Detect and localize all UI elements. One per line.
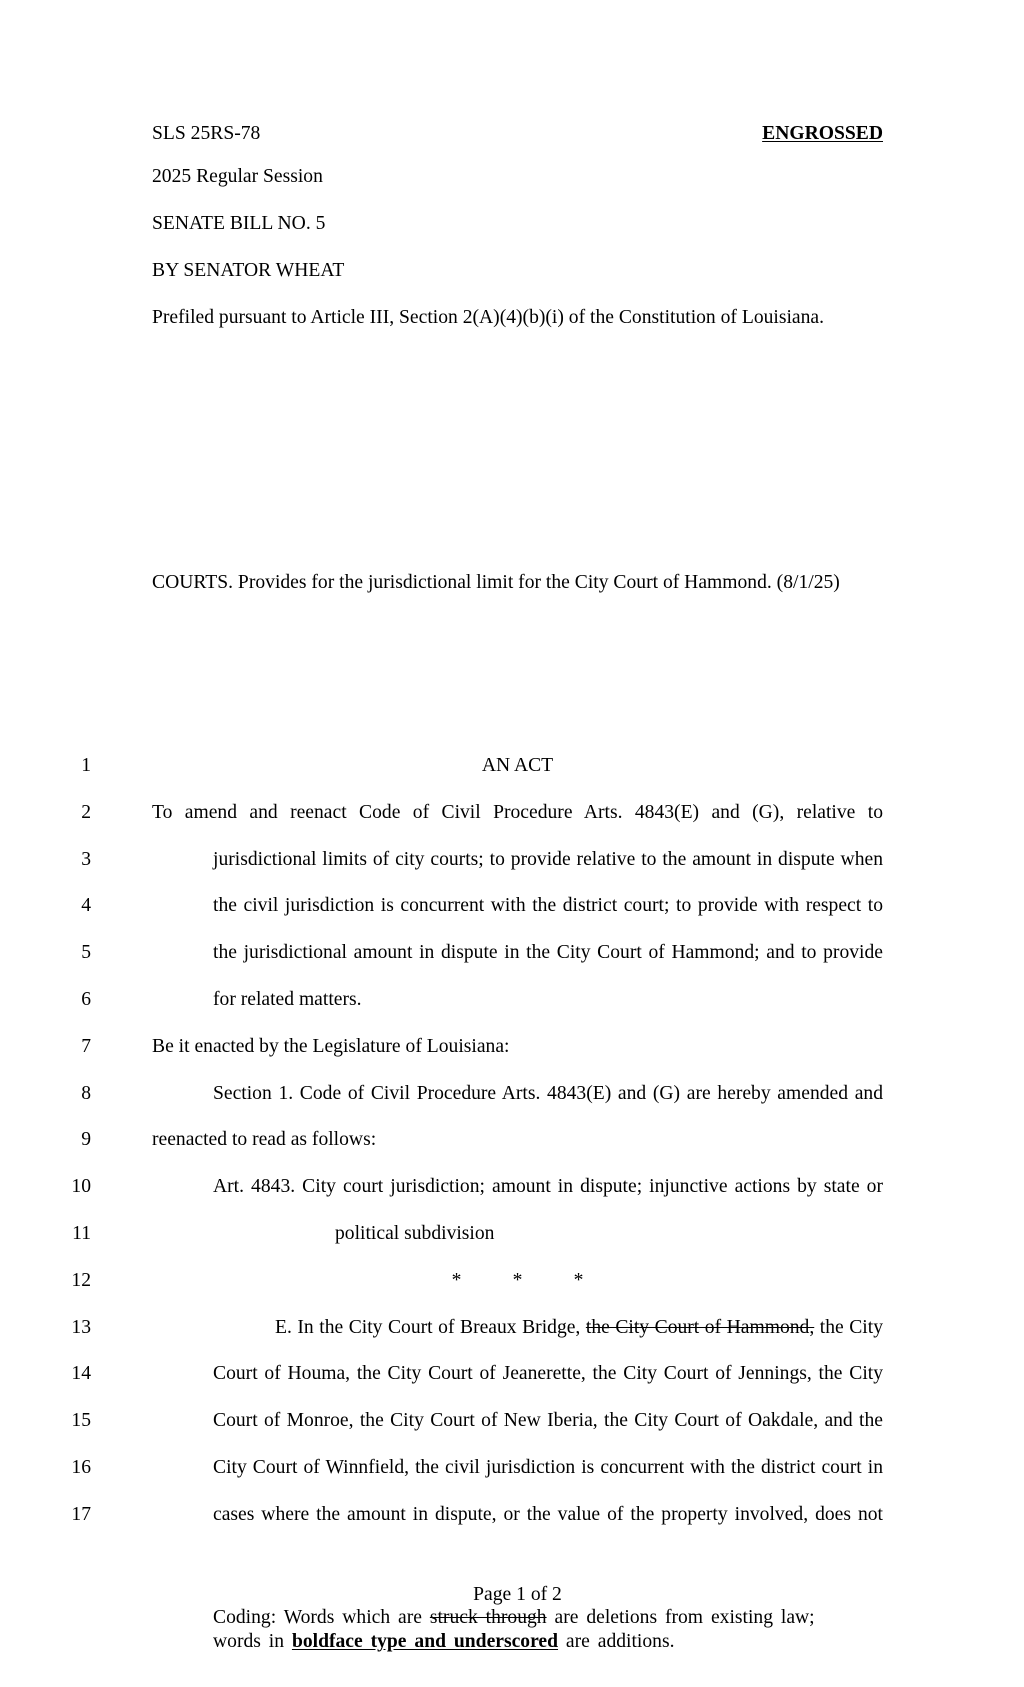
line-number: 6 <box>81 988 91 1010</box>
act-line <box>0 1316 1024 1363</box>
paragraph-e <box>275 1316 883 1340</box>
line-number: 14 <box>71 1363 91 1385</box>
act-line <box>0 848 1024 895</box>
legend-text: are additions. <box>558 1631 675 1652</box>
line-number: 17 <box>71 1503 91 1525</box>
line-number: 1 <box>81 755 91 776</box>
line-number: 9 <box>81 1129 91 1151</box>
act-line <box>0 1035 1024 1082</box>
act-line <box>0 1269 1024 1316</box>
deleted-text: the City Court of Hammond, <box>585 1316 815 1338</box>
act-line <box>0 1128 1024 1175</box>
article-heading: political subdivision <box>335 1222 495 1244</box>
act-line <box>0 754 1024 801</box>
engrossed-status: ENGROSSED <box>762 123 883 144</box>
star-mark: * <box>573 1269 584 1291</box>
line-number: 16 <box>71 1456 91 1478</box>
bill-author: BY SENATOR WHEAT <box>152 260 345 281</box>
paragraph-text: cases where the amount in dispute, or the value of the property involved, does not <box>213 1503 883 1525</box>
line-number: 11 <box>72 1222 91 1244</box>
legend-text: words in <box>213 1631 292 1652</box>
line-number: 10 <box>71 1176 91 1198</box>
line-number: 2 <box>81 801 91 823</box>
coding-legend-additions <box>213 1630 675 1654</box>
legend-text: Coding: Words which are <box>213 1607 430 1628</box>
prefiled-note: Prefiled pursuant to Article III, Section 2(A)(4)(b)(i) of the Constitution of Louisiana. <box>152 307 825 328</box>
act-body <box>0 754 1024 1550</box>
line-number: 3 <box>81 848 91 870</box>
act-line <box>0 1409 1024 1456</box>
paragraph-text: Court of Monroe, the City Court of New Iberia, the City Court of Oakdale, and the <box>213 1410 883 1432</box>
paragraph-text: Court of Houma, the City Court of Jeanerette, the City Court of Jennings, the City <box>213 1363 883 1385</box>
line-number: 15 <box>71 1410 91 1432</box>
act-line <box>0 988 1024 1035</box>
act-line <box>0 1082 1024 1129</box>
title-text: jurisdictional limits of city courts; to provide relative to the amount in dispute when <box>213 848 883 870</box>
section-text: Section 1. Code of Civil Procedure Arts. 4843(E) and (G) are hereby amended and <box>213 1082 883 1104</box>
coding-legend-deletions <box>213 1606 815 1630</box>
page-number: Page 1 of 2 <box>473 1584 562 1605</box>
line-number: 12 <box>71 1269 91 1291</box>
act-line <box>0 1456 1024 1503</box>
paragraph-text: the City <box>814 1316 883 1338</box>
act-line <box>0 1362 1024 1409</box>
line-number: 8 <box>81 1082 91 1104</box>
act-line <box>0 1175 1024 1222</box>
star-mark: * <box>451 1269 462 1291</box>
bill-number: SENATE BILL NO. 5 <box>152 213 326 234</box>
line-number: 7 <box>81 1035 91 1057</box>
line-number: 5 <box>81 942 91 964</box>
legend-bold-example: boldface type and underscored <box>291 1631 559 1652</box>
star-mark: * <box>512 1269 523 1291</box>
act-line <box>0 1222 1024 1269</box>
bill-code: SLS 25RS-78 <box>152 123 261 144</box>
line-number: 13 <box>71 1316 91 1338</box>
act-line <box>0 1503 1024 1550</box>
legend-struck-example: struck through <box>429 1607 547 1628</box>
act-line <box>0 894 1024 941</box>
paragraph-text: City Court of Winnfield, the civil jurisdiction is concurrent with the district court in <box>213 1456 883 1478</box>
act-line <box>0 801 1024 848</box>
article-heading: Art. 4843. City court jurisdiction; amount in dispute; injunctive actions by state or <box>213 1176 883 1198</box>
act-line <box>0 941 1024 988</box>
legend-text: are deletions from existing law; <box>546 1607 815 1628</box>
section-text: reenacted to read as follows: <box>152 1129 377 1151</box>
title-text: the civil jurisdiction is concurrent with the district court; to provide with respect to <box>213 895 883 917</box>
title-text: the jurisdictional amount in dispute in the City Court of Hammond; and to provide <box>213 942 883 964</box>
paragraph-text: E. In the City Court of Breaux Bridge, <box>275 1316 586 1338</box>
act-title: AN ACT <box>481 755 554 776</box>
session-label: 2025 Regular Session <box>152 166 323 187</box>
bill-digest: COURTS. Provides for the jurisdictional limit for the City Court of Hammond. (8/1/25) <box>152 572 840 593</box>
enacting-clause: Be it enacted by the Legislature of Louisiana: <box>152 1035 510 1057</box>
title-text: To amend and reenact Code of Civil Procedure Arts. 4843(E) and (G), relative to <box>152 801 883 823</box>
line-number: 4 <box>81 895 91 917</box>
omission-stars <box>152 1269 883 1293</box>
title-text: for related matters. <box>213 988 362 1010</box>
